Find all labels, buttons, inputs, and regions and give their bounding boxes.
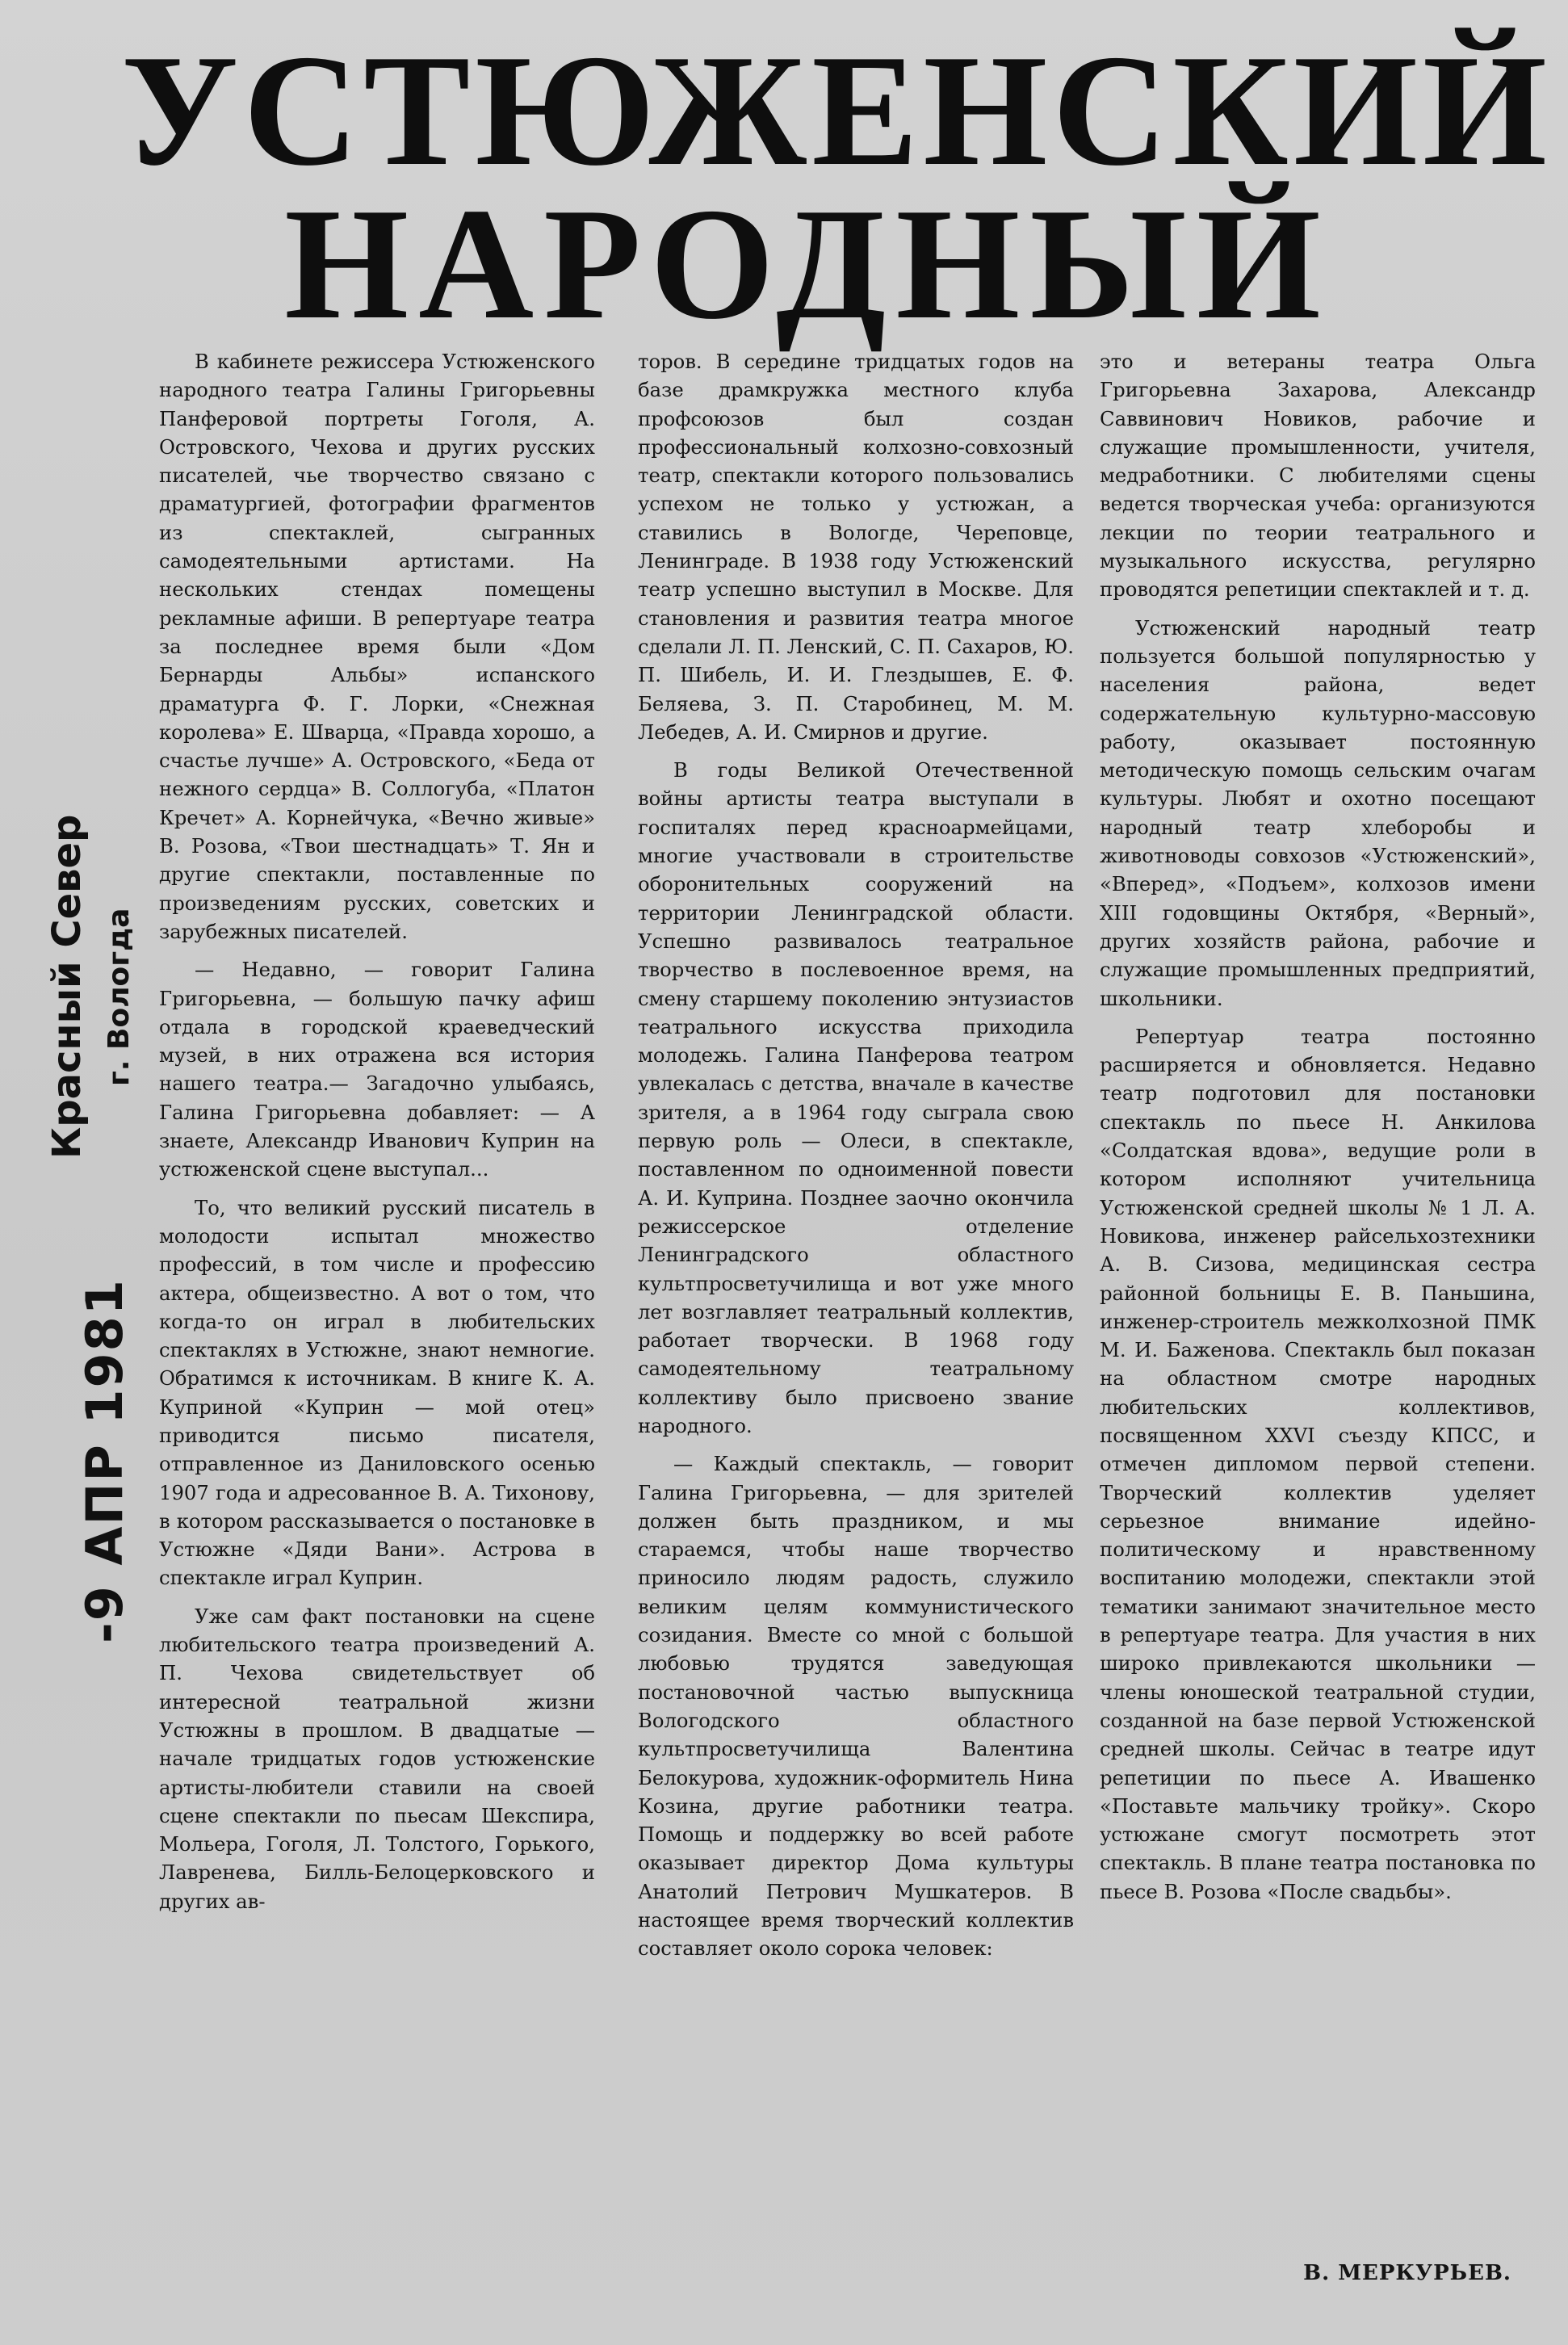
paragraph: В годы Великой Отечественной войны артисты театра выступали в госпиталях перед красноармейцами, многие участвовали в строительстве оборонительных сооружений на территории Ленинградской области. Успешно развивалось театральное творчество в послевоенное время, на смену старшему поколению энтузиастов театрального искусства приходила молодежь. Галина Панферова театром увлекалась с детства, вначале в качестве зрителя, а в 1964 году сыграла свою первую роль — Олеси, в спектакле, поставленном по одноименной повести А. И. Куприна. Позднее заочно окончила режиссерское отделение Ленинградского областного культпросветучилища и вот уже много лет возглавляет театральный коллектив, работает творчески. В 1968 году самодеятельному театральному коллективу было присвоено звание народного. <box>638 758 1074 1437</box>
headline-line-2: НАРОДНЫЙ <box>284 175 1331 352</box>
paragraph: это и ветераны театра Ольга Григорьевна Захарова, Александр Саввинович Новиков, рабочие и служащие промышленности, учителя, медработники. С любителями сцены ведется творческая учеба: организуются лекции по теории театрального и музыкального искусства, регулярно проводятся репетиции спектаклей и т. д. <box>1100 350 1536 602</box>
archive-stamp <box>32 814 178 1643</box>
article-column-2 <box>638 347 1074 2285</box>
headline-line-1: УСТЮЖЕНСКИЙ <box>121 22 1552 199</box>
paragraph: Устюженский народный театр пользуется большой популярностью у населения района, ведет содержательную культурно-массовую работу, оказывает постоянную методическую помощь сельским очагам культуры. Любят и охотно посещают народный театр хлеборобы и животноводы совхозов «Устюженский», «Вперед», «Подъем», колхозов имени XIII годовщины Октября, «Верный», других хозяйств района, рабочие и служащие промышленных предприятий, школьники. <box>1100 615 1536 1010</box>
paragraph: Репертуар театра постоянно расширяется и обновляется. Недавно театр подготовил для постановки спектакль по пьесе Н. Анкилова «Солдатская вдова», ведущие роли в котором исполняют учительница Устюженской средней школы № 1 Л. А. Новикова, инженер райсельхозтехники А. В. Сизова, медицинская сестра районной больницы Е. В. Паньшина, инженер-строитель межколхозной ПМК М. И. Баженова. Спектакль был показан на областном смотре народных любительских коллективов, посвященном XXVI съезду КПСС, и отмечен дипломом первой степени. Творческий коллектив уделяет серьезное внимание идейно-политическому и нравственному воспитанию молодежи, спектакли этой тематики занимают значительное место в репертуаре театра. Для участия в них широко привлекаются школьники — члены юношеской театральной студии, созданной на базе первой Устюженской средней школы. Сейчас в театре идут репетиции по пьесе А. Ивашенко «Поставьте мальчику тройку». Скоро устюжане смогут посмотреть этот спектакль. В плане театра постановка по пьесе В. Розова «После свадьбы». <box>1100 1024 1536 1903</box>
stamp-newspaper: Красный Север <box>44 814 90 1159</box>
paragraph: Уже сам факт постановки на сцене любительского театра произведений А. П. Чехова свидетельствует об интересной театральной жизни Устюжны в прошлом. В двадцатые — начале тридцатых годов устюженские артисты-любители ставили на своей сцене спектакли по пьесам Шекспира, Мольера, Гоголя, Л. Толстого, Горького, Лавренева, Билль-Белоцерковского и других ав- <box>159 1604 595 1913</box>
paragraph: торов. В середине тридцатых годов на базе драмкружка местного клуба профсоюзов был создан профессиональный колхозно-совхозный театр, спектакли которого пользовались успехом не только у устюжан, а ставились в Вологде, Череповце, Ленинграде. В 1938 году Устюженский театр успешно выступил в Москве. Для становления и развития театра многое сделали Л. П. Ленский, С. П. Сахаров, Ю. П. Шибель, И. И. Глездышев, Е. Ф. Беляева, З. П. Старобинец, М. М. Лебедев, А. И. Смирнов и другие. <box>638 350 1074 744</box>
stamp-date: -9 АПР 1981 <box>75 1278 134 1643</box>
article-column-1 <box>159 347 595 2285</box>
paragraph: — Каждый спектакль, — говорит Галина Григорьевна, — для зрителей должен быть праздником, и мы стараемся, чтобы наше творчество приносило людям радость, служило великим целям коммунистического созидания. Вместе со мной с большой любовью трудятся заведующая постановочной частью выпускница Вологодского областного культпросветучилища Валентина Белокурова, художник-оформитель Нина Козина, другие работники театра. Помощь и поддержку во всей работе оказывает директор Дома культуры Анатолий Петрович Мушкатеров. В настоящее время творческий коллектив составляет около сорока человек: <box>638 1452 1074 1961</box>
stamp-city: г. Вологда <box>103 908 136 1086</box>
author-signature: В. МЕРКУРЬЕВ. <box>1303 2261 1511 2285</box>
paragraph: То, что великий русский писатель в молодости испытал множество профессий, в том числе и профессию актера, общеизвестно. А вот о том, что когда-то он играл в любительских спектаклях в Устюжне, знают немногие. Обратимся к источникам. В книге К. А. Куприной «Куприн — мой отец» приводится письмо писателя, отправленное из Даниловского осенью 1907 года и адресованное В. А. Тихонову, в котором рассказывается о постановке в Устюжне «Дяди Вани». Астрова в спектакле играл Куприн. <box>159 1195 595 1590</box>
paragraph: В кабинете режиссера Устюженского народного театра Галины Григорьевны Панферовой портреты Гоголя, А. Островского, Чехова и других русских писателей, чье творчество связано с драматургией, фотографии фрагментов из спектаклей, сыгранных самодеятельными артистами. На нескольких стендах помещены рекламные афиши. В репертуаре театра за последнее время были «Дом Бернарды Альбы» испанского драматурга Ф. Г. Лорки, «Снежная королева» Е. Шварца, «Правда хорошо, а счастье лучше» А. Островского, «Беда от нежного сердца» В. Соллогуба, «Платон Кречет» А. Корнейчука, «Вечно живые» В. Розова, «Твои шестнадцать» Т. Ян и другие спектакли, поставленные по произведениям русских, советских и зарубежных писателей. <box>159 350 595 943</box>
paragraph: — Недавно, — говорит Галина Григорьевна, — большую пачку афиш отдала в городской краеведческий музей, в них отражена вся история нашего театра.— Загадочно улыбаясь, Галина Григорьевна добавляет: — А знаете, Александр Иванович Куприн на устюженской сцене выступал... <box>159 958 595 1181</box>
article-column-3 <box>1100 347 1536 2285</box>
